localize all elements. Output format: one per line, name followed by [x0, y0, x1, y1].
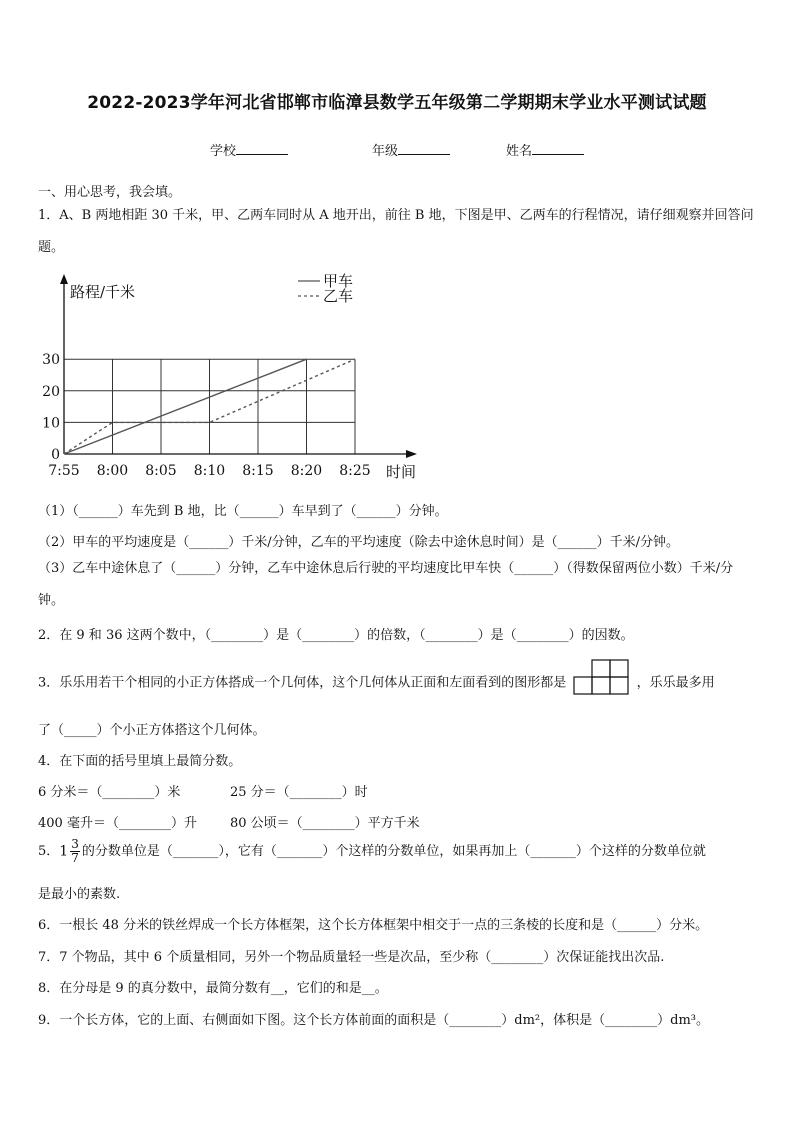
x-axis-title: 时间	[386, 463, 417, 481]
grade-label: 年级	[372, 144, 399, 159]
y-tick-label: 30	[42, 352, 60, 369]
question-4-text: 4．在下面的括号里填上最简分数。	[38, 754, 242, 769]
question-4-b: 25 分＝（________）时	[230, 785, 368, 800]
y-axis-title: 路程/千米	[70, 283, 136, 301]
x-tick-label: 8:20	[290, 463, 323, 479]
x-tick-label: 8:15	[242, 463, 274, 479]
view-shape-figure	[572, 659, 630, 695]
question-9-text: 9．一个长方体，它的上面、右侧面如下图。这个长方体前面的面积是（________）dm²，体积是（________）dm³。	[38, 1013, 709, 1028]
fraction-numerator: 3	[71, 837, 79, 851]
grade-blank[interactable]	[398, 140, 450, 155]
y-tick-label: 0	[51, 447, 60, 463]
question-5-text: 的分数单位是（_______），它有（_______）个这样的分数单位，如果再加上（_______）个这样的分数单位就	[81, 844, 706, 859]
question-1-sub-1: （1）（______）车先到 B 地，比（______）车早到了（______）分钟。	[38, 504, 448, 519]
y-tick-label: 20	[42, 383, 60, 400]
question-4-a: 6 分米＝（________）米	[38, 785, 181, 800]
question-1-sub-2: （2）甲车的平均速度是（______）千米/分钟，乙车的平均速度（除去中途休息时间）是（______）千米/分钟。	[38, 535, 680, 550]
question-4-c: 400 毫升＝（________）升	[38, 816, 197, 831]
question-5-prefix: 5．	[38, 844, 60, 859]
y-tick-label: 10	[42, 415, 60, 432]
question-1-text: 1．A、B 两地相距 30 千米，甲、乙两车同时从 A 地开出，前往 B 地，下图是甲、乙两车的行程情况，请仔细观察并回答问题。	[38, 208, 754, 255]
x-tick-label: 7:55	[48, 463, 80, 479]
question-3-text-a: 3．乐乐用若干个相同的小正方体搭成一个几何体，这个几何体从正面和左面看到的图形都是	[38, 675, 567, 691]
question-2-text: 2．在 9 和 36 这两个数中，（________）是（________）的倍数，（________）是（________）的因数。	[38, 628, 634, 643]
school-blank[interactable]	[236, 140, 288, 155]
x-tick-label: 8:25	[339, 463, 371, 479]
name-blank[interactable]	[532, 140, 584, 155]
chart-legend	[298, 272, 353, 305]
mixed-number-fraction	[70, 838, 80, 865]
page-title: 2022-2023学年河北省邯郸市临漳县数学五年级第二学期期末学业水平测试试题	[87, 93, 707, 113]
x-tick-label: 8:05	[145, 463, 177, 479]
school-field	[210, 140, 288, 159]
x-tick-label: 8:10	[193, 463, 226, 479]
legend-label: 甲车	[323, 272, 354, 290]
grade-field	[372, 140, 450, 159]
question-1-sub-3: （3）乙车中途休息了（______）分钟，乙车中途休息后行驶的平均速度比甲车快（______）（得数保留两位小数）千米/分钟。	[38, 561, 734, 608]
section-heading: 一、用心思考，我会填。	[38, 185, 182, 200]
question-3-line	[38, 671, 715, 695]
mixed-number-whole: 1	[59, 843, 69, 860]
y-axis-arrow	[60, 274, 68, 284]
question-4-d: 80 公顷＝（________）平方千米	[230, 816, 420, 831]
x-axis-arrow	[406, 450, 417, 458]
name-field	[506, 140, 584, 159]
question-6-text: 6．一根长 48 分米的铁丝焊成一个长方体框架，这个长方体框架中相交于一点的三条棱的长度和是（______）分米。	[38, 918, 709, 933]
question-5-text-2: 是最小的素数.	[38, 887, 121, 902]
series-line-jia	[64, 359, 307, 454]
question-8-text: 8．在分母是 9 的真分数中，最简分数有__，它们的和是__。	[38, 981, 388, 996]
chart-labels	[42, 283, 416, 481]
chart-grid	[64, 359, 355, 454]
legend-label: 乙车	[323, 287, 354, 305]
travel-chart	[36, 268, 436, 483]
question-3-text-c: 了（_____）个小正方体搭这个几何体。	[38, 723, 266, 738]
question-3-text-b: ，乐乐最多用	[636, 675, 715, 691]
fraction-denominator: 7	[71, 851, 79, 865]
school-label: 学校	[210, 144, 237, 159]
question-5-line	[38, 838, 706, 865]
question-7-text: 7．7 个物品，其中 6 个质量相同，另外一个物品质量轻一些是次品，至少称（________）次保证能找出次品.	[38, 950, 665, 965]
x-tick-label: 8:00	[96, 463, 129, 479]
chart-axes	[60, 274, 417, 458]
name-label: 姓名	[506, 144, 533, 159]
